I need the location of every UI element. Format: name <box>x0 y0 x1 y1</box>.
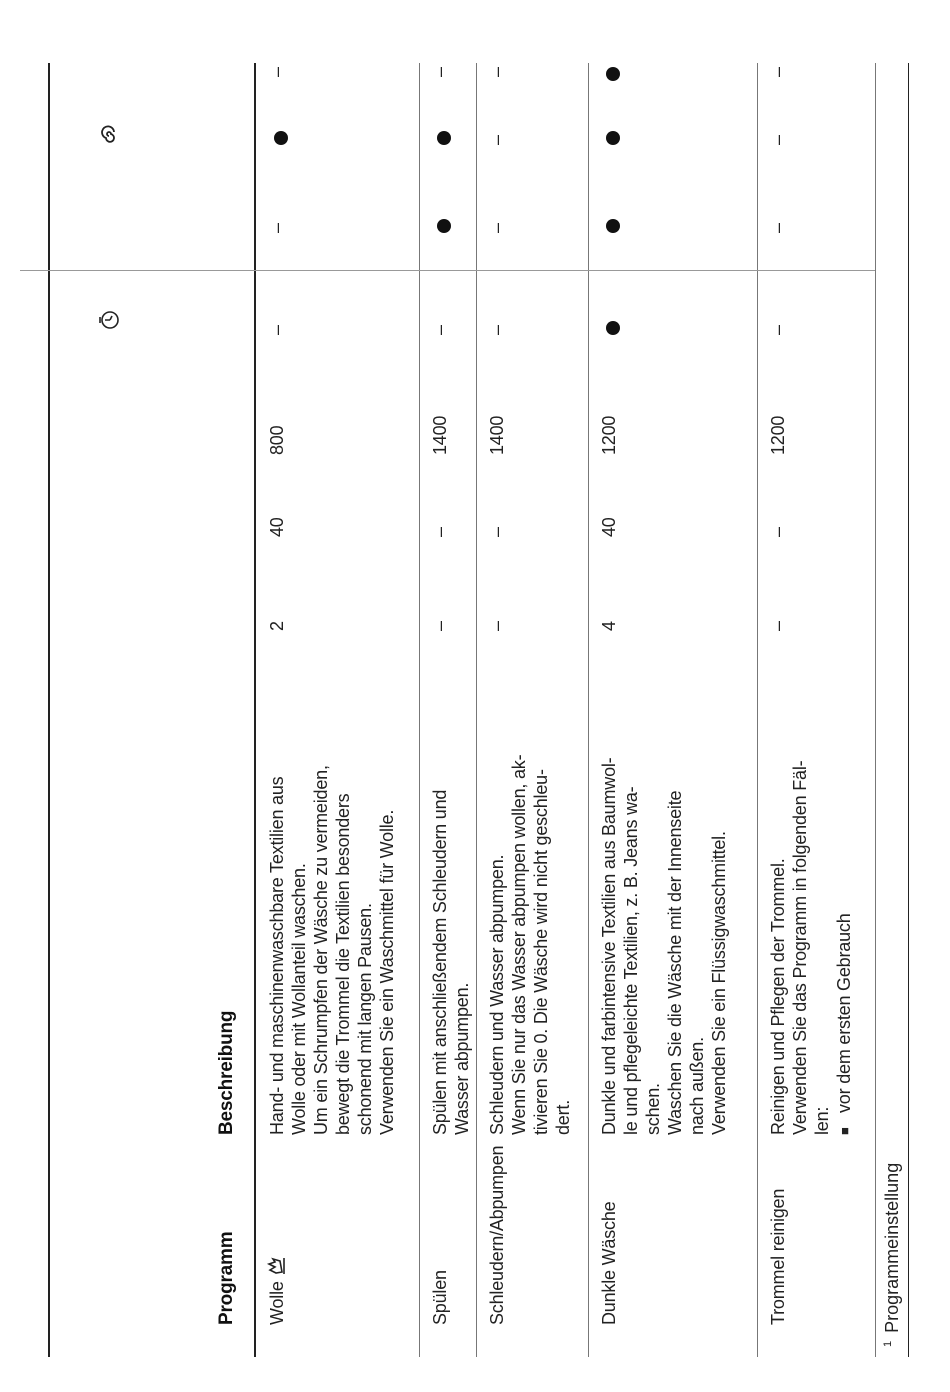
footnote-number: 1 <box>882 1340 894 1347</box>
row-wolle-c5: – <box>267 223 287 233</box>
header-programm: Programm <box>216 1231 237 1325</box>
row-trommel-c5: – <box>768 223 788 233</box>
row-spuelen-c4: – <box>430 325 450 335</box>
rule-row-3 <box>588 63 589 1357</box>
row-schleudern-schleudern: 1400 <box>487 415 507 455</box>
footnote-text: Programmeinstellung <box>882 1162 902 1333</box>
row-spuelen-programm: Spülen <box>430 1270 450 1325</box>
rule-header-bottom <box>254 63 256 1357</box>
row-wolle-c6-dot <box>274 131 288 145</box>
row-spuelen-c7: – <box>430 67 450 77</box>
row-dunkle-programm: Dunkle Wäsche <box>599 1201 619 1325</box>
bullet-item: ■ vor dem ersten Gebrauch <box>833 761 856 1135</box>
row-spuelen-schleudern: 1400 <box>430 415 450 455</box>
handwash-icon <box>266 1257 291 1277</box>
row-dunkle-c4-dot <box>606 321 620 335</box>
row-schleudern-c5: – <box>487 223 507 233</box>
row-schleudern-beladung: – <box>487 621 507 631</box>
footnote <box>882 1163 903 1347</box>
rule-header-top <box>48 63 50 1357</box>
row-dunkle-c5-dot <box>606 219 620 233</box>
rule-row-1 <box>419 63 420 1357</box>
row-schleudern-c4: – <box>487 325 507 335</box>
rule-row-5 <box>875 63 876 1357</box>
row-spuelen-c6-dot <box>437 131 451 145</box>
row-spuelen-c5-dot <box>437 219 451 233</box>
row-dunkle-c7-dot <box>606 67 620 81</box>
row-trommel-beschreibung: Reinigen und Pflegen der Trommel. Verwenden Sie das Programm in folgenden Fäl- len: ■ vor dem ersten Gebrauch <box>767 761 856 1135</box>
row-schleudern-temperatur: – <box>487 527 507 537</box>
row-dunkle-schleudern: 1200 <box>599 415 619 455</box>
row-wolle-temperatur: 40 <box>267 517 287 537</box>
row-schleudern-programm: Schleudern/Abpumpen <box>487 1145 507 1325</box>
row-schleudern-beschreibung: Schleudern und Wasser abpumpen. Wenn Sie nur das Wasser abpumpen wollen, ak- tivieren Sie 0. Die Wäsche wird nicht geschleu- dert. <box>487 754 573 1135</box>
rule-row-4 <box>757 63 758 1357</box>
rule-footnote <box>908 63 909 1357</box>
row-wolle-c4: – <box>267 325 287 335</box>
row-trommel-c6: – <box>768 135 788 145</box>
row-trommel-c7: – <box>768 67 788 77</box>
spiral-icon <box>98 125 126 147</box>
col-divider <box>20 270 875 271</box>
row-trommel-beladung: – <box>768 621 788 631</box>
row-wolle-beladung: 2 <box>267 621 287 631</box>
row-trommel-programm: Trommel reinigen <box>768 1188 788 1325</box>
row-dunkle-temperatur: 40 <box>599 517 619 537</box>
row-wolle-beschreibung: Hand- und maschinenwaschbare Textilien aus Wolle oder mit Wollanteil waschen. Um ein Schrumpfen der Wäsche zu vermeiden, bewegt die Trommel die Textilien besonders schonend mit langen Pausen. Verwenden Sie ein Waschmittel für Wolle. <box>267 765 397 1135</box>
row-schleudern-c7: – <box>487 67 507 77</box>
rule-row-2 <box>476 63 477 1357</box>
row-spuelen-beladung: – <box>430 621 450 631</box>
row-trommel-c4: – <box>768 325 788 335</box>
header-beschreibung: Beschreibung <box>216 1010 237 1135</box>
rotated-table-page <box>20 63 930 1357</box>
row-trommel-schleudern: 1200 <box>768 415 788 455</box>
row-dunkle-beladung: 4 <box>599 621 619 631</box>
row-spuelen-beschreibung: Spülen mit anschließendem Schleudern und Wasser abpumpen. <box>430 789 472 1135</box>
row-dunkle-beschreibung: Dunkle und farbintensive Textilien aus Baumwol- le und pflegeleichte Textilien, z. B. Jeans wa- schen. Waschen Sie die Wäsche mit der Innenseite nach außen. Verwenden Sie ein Flüssigwaschmittel. <box>599 757 729 1135</box>
row-spuelen-temperatur: – <box>430 527 450 537</box>
row-dunkle-c6-dot <box>606 131 620 145</box>
row-wolle-programm: Wolle <box>266 1257 291 1326</box>
row-wolle-c7: – <box>267 67 287 77</box>
timer-icon <box>98 309 126 331</box>
row-trommel-temperatur: – <box>768 527 788 537</box>
row-schleudern-c6: – <box>487 135 507 145</box>
row-wolle-schleudern: 800 <box>267 425 287 455</box>
